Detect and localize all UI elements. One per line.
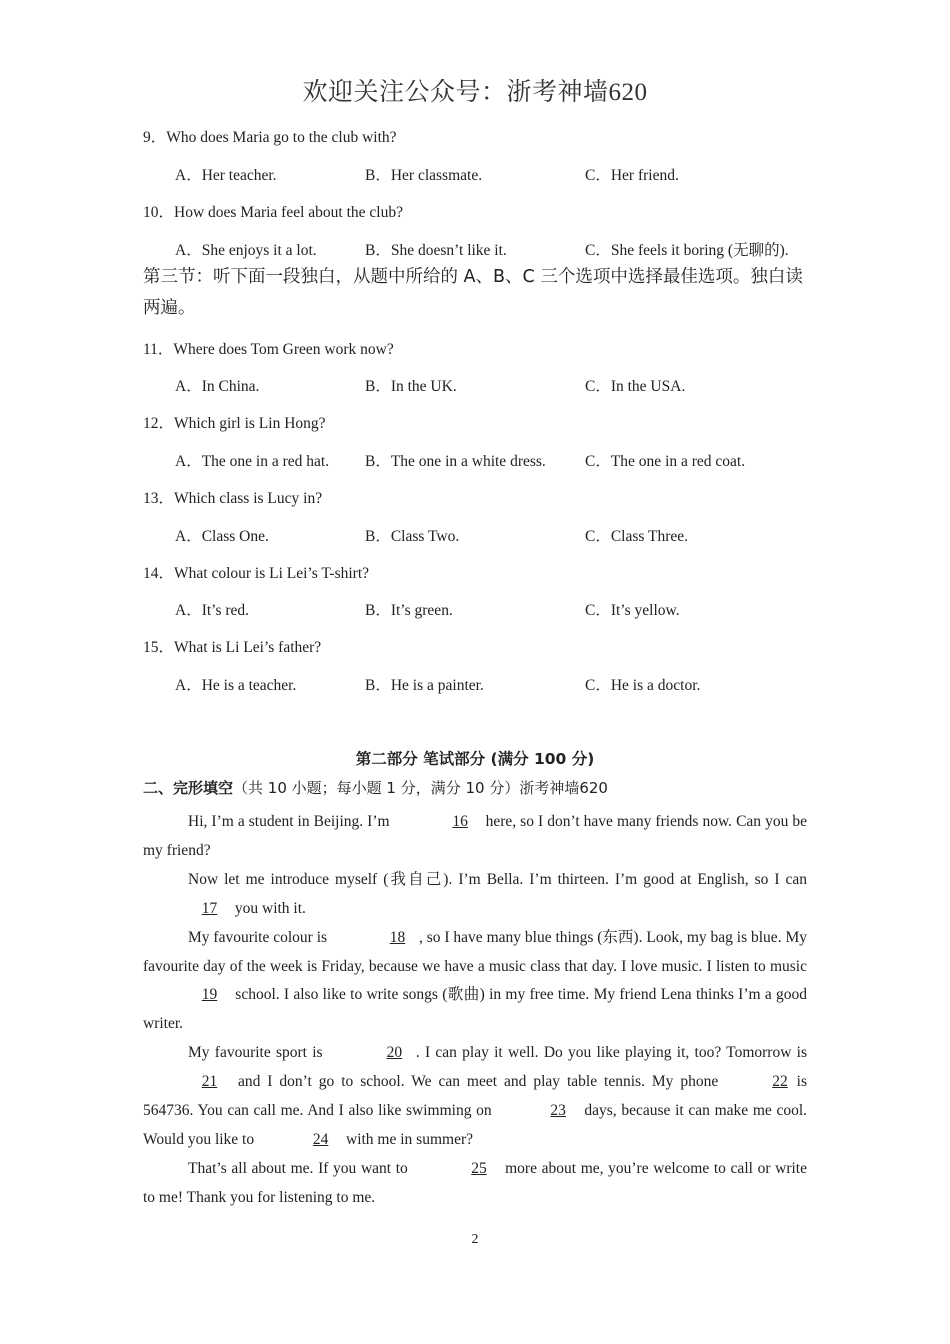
question-9: 9．Who does Maria go to the club with?	[143, 129, 397, 146]
blank-22: 22	[772, 1073, 788, 1091]
paragraph-1	[143, 808, 807, 866]
text: Hi, I’m a student in Beijing. I’m	[188, 813, 394, 830]
text: My favourite sport is	[188, 1044, 328, 1062]
option-15b: B．He is a painter.	[365, 677, 484, 694]
question-10: 10．How does Maria feel about the club?	[143, 204, 403, 221]
cloze-title-bold: 二、完形填空	[143, 779, 234, 797]
section-3-instructions: 第三节：听下面一段独白，从题中所给的 A、B、C 三个选项中选择最佳选项。独白读两遍。	[143, 267, 803, 318]
paragraph-5	[143, 1155, 807, 1213]
option-13a: A．Class One.	[175, 528, 269, 545]
cloze-section-title	[143, 777, 608, 798]
text: with me in summer?	[342, 1130, 473, 1148]
option-13c: C．Class Three.	[585, 528, 689, 545]
text: . I can play it well. Do you like playing it, too? Tomorrow is	[415, 1044, 807, 1062]
option-15c: C．He is a doctor.	[585, 677, 701, 694]
text: Now let me introduce myself (我自己). I’m Bella. I’m thirteen. I’m good at English, so I can	[188, 870, 807, 888]
option-14c: C．It’s yellow.	[585, 602, 680, 619]
text: and I don’t go to school. We can meet and play table tennis. My phone	[231, 1073, 726, 1091]
blank-21: 21	[201, 1073, 218, 1091]
blank-17: 17	[201, 899, 218, 917]
option-10b: B．She doesn’t like it.	[365, 242, 507, 259]
text: is 564736. You can call me. And I also like swimming on	[143, 1073, 807, 1120]
option-10c: C．She feels it boring (无聊的).	[585, 242, 789, 259]
text: That’s all about me. If you want to	[188, 1159, 413, 1177]
text: , so I have many blue things (东西). Look, my bag is blue. My favourite day of the week is Friday, because we have a music class that day. I love music. I listen to music	[143, 928, 807, 975]
blank-20: 20	[386, 1044, 403, 1062]
blank-16: 16	[452, 813, 468, 830]
option-10a: A．She enjoys it a lot.	[175, 242, 317, 259]
option-14b: B．It’s green.	[365, 602, 453, 619]
question-15: 15．What is Li Lei’s father?	[143, 639, 322, 656]
text: My favourite colour is	[188, 928, 331, 946]
option-13b: B．Class Two.	[365, 528, 460, 545]
option-11a: A．In China.	[175, 378, 260, 395]
option-12b: B．The one in a white dress.	[365, 453, 546, 470]
option-12c: C．The one in a red coat.	[585, 453, 746, 470]
cloze-passage	[143, 808, 807, 1213]
option-9a: A．Her teacher.	[175, 167, 277, 184]
option-9b: B．Her classmate.	[365, 167, 483, 184]
text: here, so I don’t have many friends now. Can you be my friend?	[143, 813, 807, 859]
option-15a: A．He is a teacher.	[175, 677, 297, 694]
text: days, because it can make me cool. Would you like to	[143, 1102, 808, 1148]
blank-23: 23	[550, 1102, 566, 1120]
part-2-title: 第二部分 笔试部分 (满分 100 分)	[355, 750, 595, 768]
paragraph-4	[143, 1039, 807, 1155]
question-13: 13．Which class is Lucy in?	[143, 490, 323, 507]
blank-18: 18	[389, 928, 406, 946]
text: school. I also like to write songs (歌曲) in my free time. My friend Lena thinks I’m a good writer.	[143, 986, 807, 1033]
cloze-title-rest: （共 10 小题；每小题 1 分，满分 10 分）浙考神墙620	[233, 779, 608, 797]
paragraph-3	[143, 924, 807, 1040]
blank-24: 24	[312, 1130, 329, 1148]
page-header: 欢迎关注公众号：浙考神墙620	[302, 79, 648, 106]
question-12: 12．Which girl is Lin Hong?	[143, 415, 326, 432]
page-number: 2	[471, 1232, 479, 1247]
option-11c: C．In the USA.	[585, 378, 686, 395]
paragraph-2	[143, 866, 807, 924]
text: more about me, you’re welcome to call or write to me! Thank you for listening to me.	[143, 1159, 807, 1206]
option-9c: C．Her friend.	[585, 167, 679, 184]
blank-19: 19	[201, 986, 218, 1004]
question-14: 14．What colour is Li Lei’s T-shirt?	[143, 565, 370, 582]
question-11: 11．Where does Tom Green work now?	[143, 341, 394, 358]
option-14a: A．It’s red.	[175, 602, 250, 619]
option-11b: B．In the UK.	[365, 378, 457, 395]
option-12a: A．The one in a red hat.	[175, 453, 330, 470]
text: you with it.	[231, 899, 306, 917]
blank-25: 25	[471, 1159, 487, 1177]
